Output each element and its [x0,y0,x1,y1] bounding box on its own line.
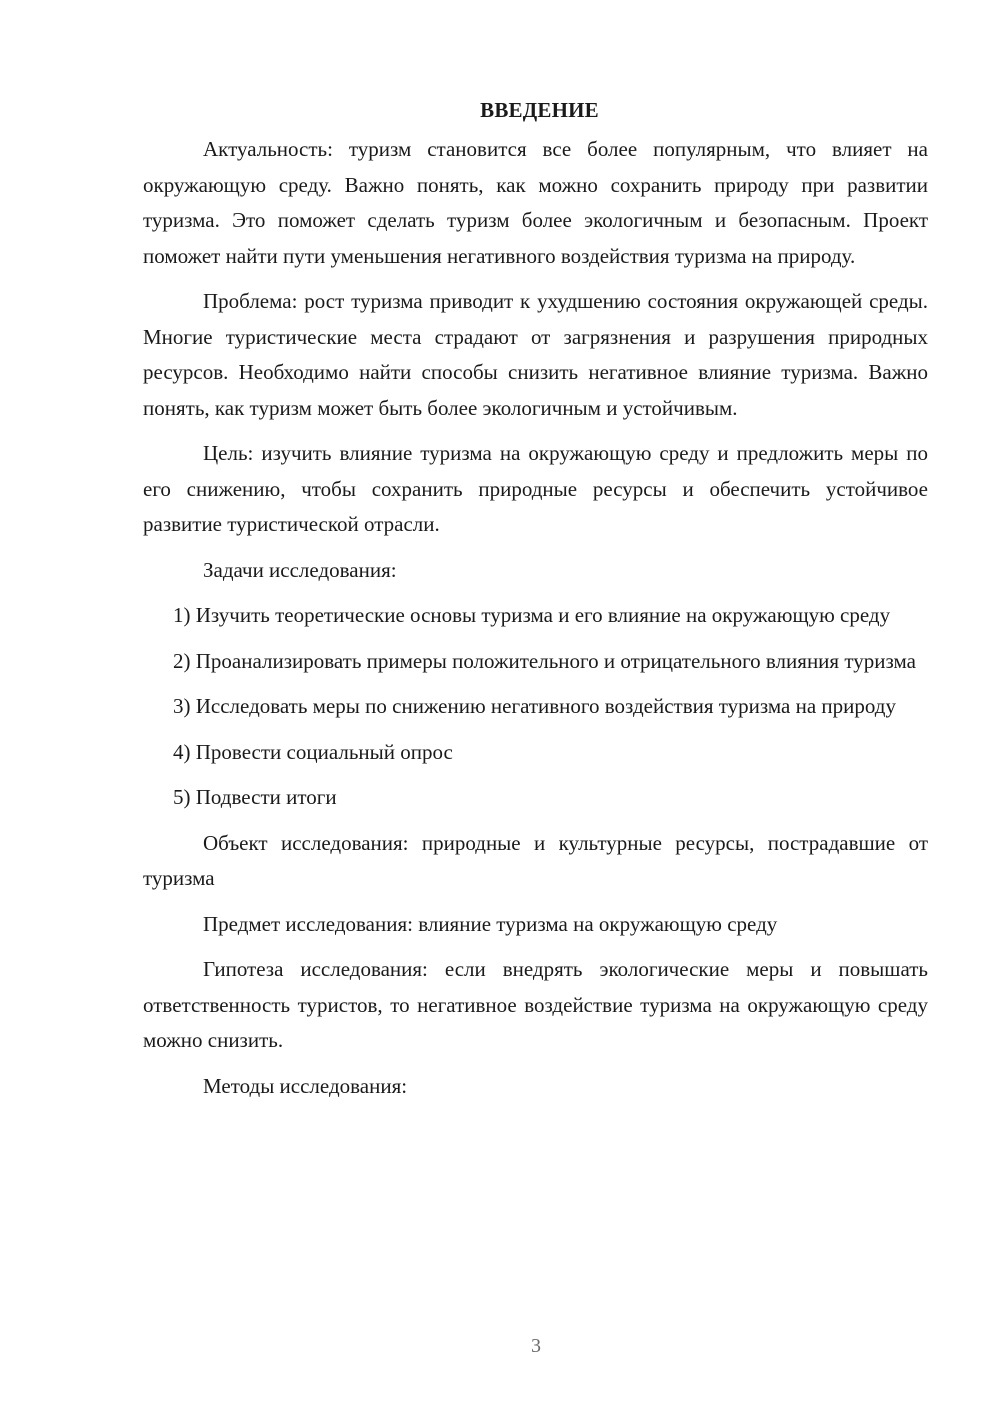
document-page [143,96,928,1114]
goal-paragraph: Цель: изучить влияние туризма на окружающую среду и предложить меры по его снижению, чтобы сохранить природные ресурсы и обеспечить устойчивое развитие туристической отрасли. [143,441,928,536]
task-item-4: 4) Провести социальный опрос [173,739,453,764]
object-paragraph: Объект исследования: природные и культурные ресурсы, пострадавшие от туризма [143,830,928,890]
subject-paragraph: Предмет исследования: влияние туризма на окружающую среду [203,911,778,936]
relevance-paragraph: Актуальность: туризм становится все более популярным, что влияет на окружающую среду. Важно понять, как можно сохранить природу при развитии туризма. Это поможет сделать туризм более экологичным и безопасным. Проект поможет найти пути уменьшения негативного воздействия туризма на природу. [143,137,928,268]
page-number: 3 [531,1335,541,1357]
task-item-1: 1) Изучить теоретические основы туризма и его влияние на окружающую среду [173,603,891,627]
problem-paragraph: Проблема: рост туризма приводит к ухудшению состояния окружающей среды. Многие туристические места страдают от загрязнения и разрушения природных ресурсов. Необходимо найти способы снизить негативное влияние туризма. Важно понять, как туризм может быть более экологичным и устойчивым. [143,289,928,420]
tasks-heading: Задачи исследования: [203,557,397,582]
hypothesis-paragraph: Гипотеза исследования: если внедрять экологические меры и повышать ответственность туристов, то негативное воздействие туризма на окружающую среду можно снизить. [143,957,928,1052]
section-title: ВВЕДЕНИЕ [480,98,599,122]
task-item-3: 3) Исследовать меры по снижению негативного воздействия туризма на природу [173,694,896,718]
task-item-5: 5) Подвести итоги [173,785,337,809]
task-item-2: 2) Проанализировать примеры положительного и отрицательного влияния туризма [173,648,916,673]
methods-paragraph: Методы исследования: [203,1073,408,1098]
